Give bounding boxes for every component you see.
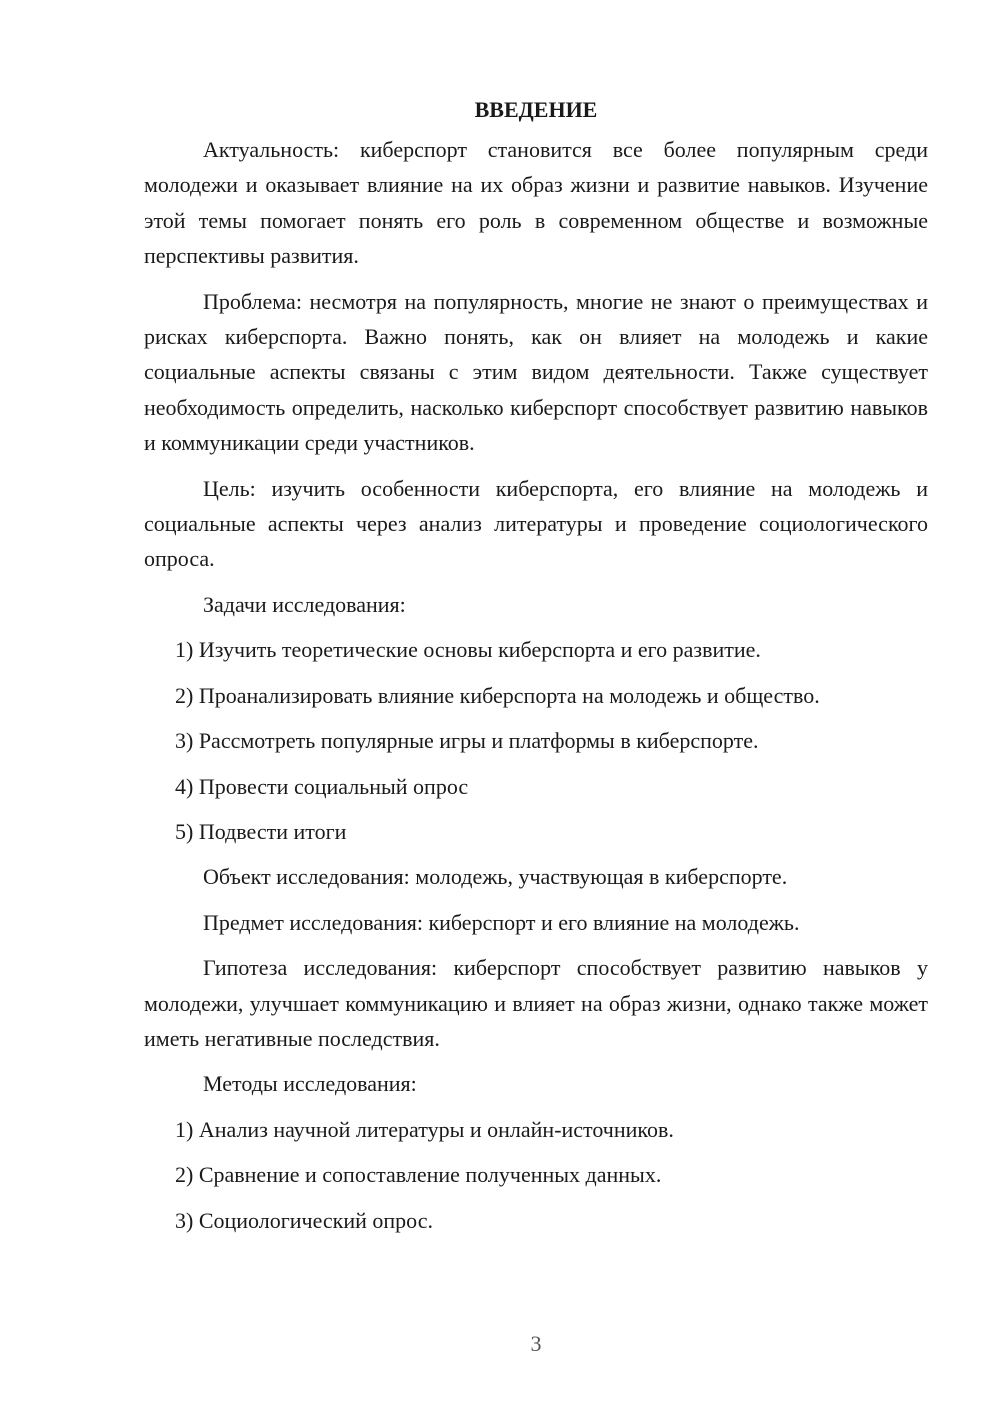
methods-heading: Методы исследования: xyxy=(203,1071,417,1097)
goal-paragraph: Цель: изучить особенности киберспорта, его влияние на молодежь и социальные аспекты через анализ литературы и проведение социологического опроса. xyxy=(144,475,928,572)
task-item-1: 1) Изучить теоретические основы киберспорта и его развитие. xyxy=(175,637,761,663)
object-paragraph: Объект исследования: молодежь, участвующая в киберспорте. xyxy=(203,864,788,890)
relevance-paragraph: Актуальность: киберспорт становится все более популярным среди молодежи и оказывает влияние на их образ жизни и развитие навыков. Изучение этой темы помогает понять его роль в современном обществе и возможные перспективы развития. xyxy=(144,137,928,269)
task-item-2: 2) Проанализировать влияние киберспорта на молодежь и общество. xyxy=(175,682,820,708)
hypothesis-paragraph: Гипотеза исследования: киберспорт способствует развитию навыков у молодежи, улучшает коммуникацию и влияет на образ жизни, однако также может иметь негативные последствия. xyxy=(144,955,928,1051)
task-item-5: 5) Подвести итоги xyxy=(175,818,347,844)
method-item-1: 1) Анализ научной литературы и онлайн-источников. xyxy=(175,1116,674,1142)
document-page xyxy=(144,92,928,1248)
method-item-3: 3) Социологический опрос. xyxy=(175,1207,433,1233)
task-item-4: 4) Провести социальный опрос xyxy=(175,773,469,799)
problem-paragraph: Проблема: несмотря на популярность, многие не знают о преимуществах и рисках киберспорта. Важно понять, как он влияет на молодежь и какие социальные аспекты связаны с этим видом деятельности. Также существует необходимость определить, насколько киберспорт способствует развитию навыков и коммуникации среди участников. xyxy=(144,288,928,456)
section-title: ВВЕДЕНИЕ xyxy=(474,97,598,122)
method-item-2: 2) Сравнение и сопоставление полученных данных. xyxy=(175,1162,662,1188)
task-item-3: 3) Рассмотреть популярные игры и платформы в киберспорте. xyxy=(175,728,759,754)
subject-paragraph: Предмет исследования: киберспорт и его влияние на молодежь. xyxy=(203,909,800,935)
page-number: 3 xyxy=(530,1331,542,1356)
tasks-heading: Задачи исследования: xyxy=(203,591,406,617)
